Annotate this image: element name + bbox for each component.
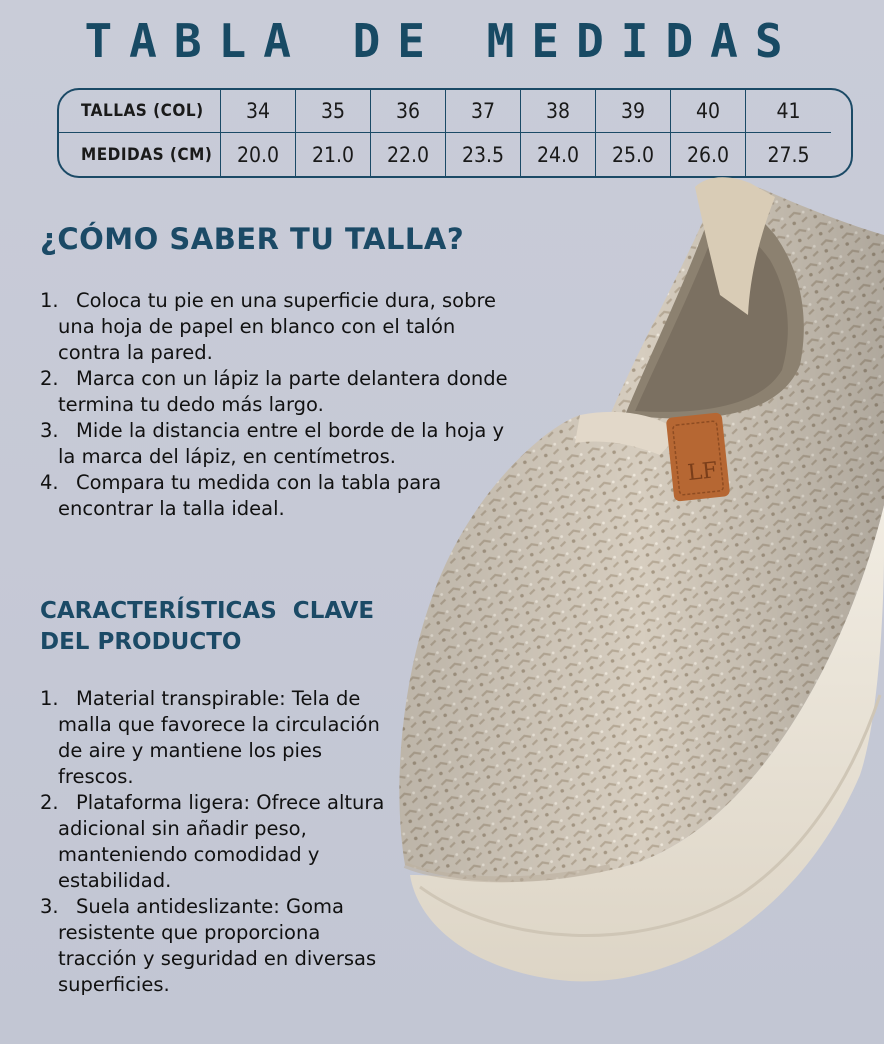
step-number: 4. <box>40 471 59 494</box>
size-header-label: TALLAS (COL) <box>59 90 221 133</box>
size-table <box>57 88 853 178</box>
step-text: Mide la distancia entre el borde de la hoja y la marca del lápiz, en centímetros. <box>58 419 505 468</box>
size-cell: 40 <box>671 90 746 133</box>
size-cell: 38 <box>521 90 596 133</box>
how-to-heading: ¿CÓMO SABER TU TALLA? <box>40 222 465 256</box>
measure-cell: 27.5 <box>767 142 810 167</box>
step-text: Marca con un lápiz la parte delantera donde termina tu dedo más largo. <box>58 367 508 416</box>
step-number: 2. <box>40 367 59 390</box>
step-text: Coloca tu pie en una superficie dura, sobre una hoja de papel en blanco con el talón contra la pared. <box>58 289 497 364</box>
size-cell: 37 <box>446 90 521 133</box>
features-heading-line2: DEL PRODUCTO <box>40 629 242 655</box>
measure-cell: 24.0 <box>521 133 596 176</box>
feature-text: Material transpirable: Tela de malla que favorece la circulación de aire y mantiene los pies frescos. <box>58 687 380 788</box>
features-list <box>40 686 400 998</box>
brand-tag-text: LF <box>686 458 719 487</box>
measure-cell: 26.0 <box>671 133 746 176</box>
features-heading-line1: CARACTERÍSTICAS CLAVE <box>40 598 375 624</box>
measure-cell: 23.5 <box>446 133 521 176</box>
shoe-image <box>380 175 884 995</box>
size-cell: 36 <box>371 90 446 133</box>
measure-cell: 21.0 <box>296 133 371 176</box>
feature-number: 1. <box>40 687 59 710</box>
feature-text: Suela antideslizante: Goma resistente que proporciona tracción y seguridad en diversas superficies. <box>58 895 377 996</box>
page-title: TABLA DE MEDIDAS <box>84 14 800 68</box>
size-cell: 39 <box>596 90 671 133</box>
measure-cell: 20.0 <box>221 133 296 176</box>
features-heading <box>40 596 374 658</box>
step-number: 3. <box>40 419 59 442</box>
list-item <box>40 686 400 790</box>
step-number: 1. <box>40 289 59 312</box>
size-cell: 35 <box>296 90 371 133</box>
size-cell: 34 <box>221 90 296 133</box>
measure-header-label: MEDIDAS (CM) <box>59 133 221 176</box>
list-item <box>40 790 400 894</box>
feature-text: Plataforma ligera: Ofrece altura adicional sin añadir peso, manteniendo comodidad y estabilidad. <box>58 791 385 892</box>
brand-tag <box>666 412 730 501</box>
feature-number: 2. <box>40 791 59 814</box>
measure-cell: 25.0 <box>596 133 671 176</box>
feature-number: 3. <box>40 895 59 918</box>
list-item <box>40 894 400 998</box>
measure-cell: 22.0 <box>371 133 446 176</box>
step-text: Compara tu medida con la tabla para encontrar la talla ideal. <box>58 471 442 520</box>
size-cell: 41 <box>746 90 831 133</box>
